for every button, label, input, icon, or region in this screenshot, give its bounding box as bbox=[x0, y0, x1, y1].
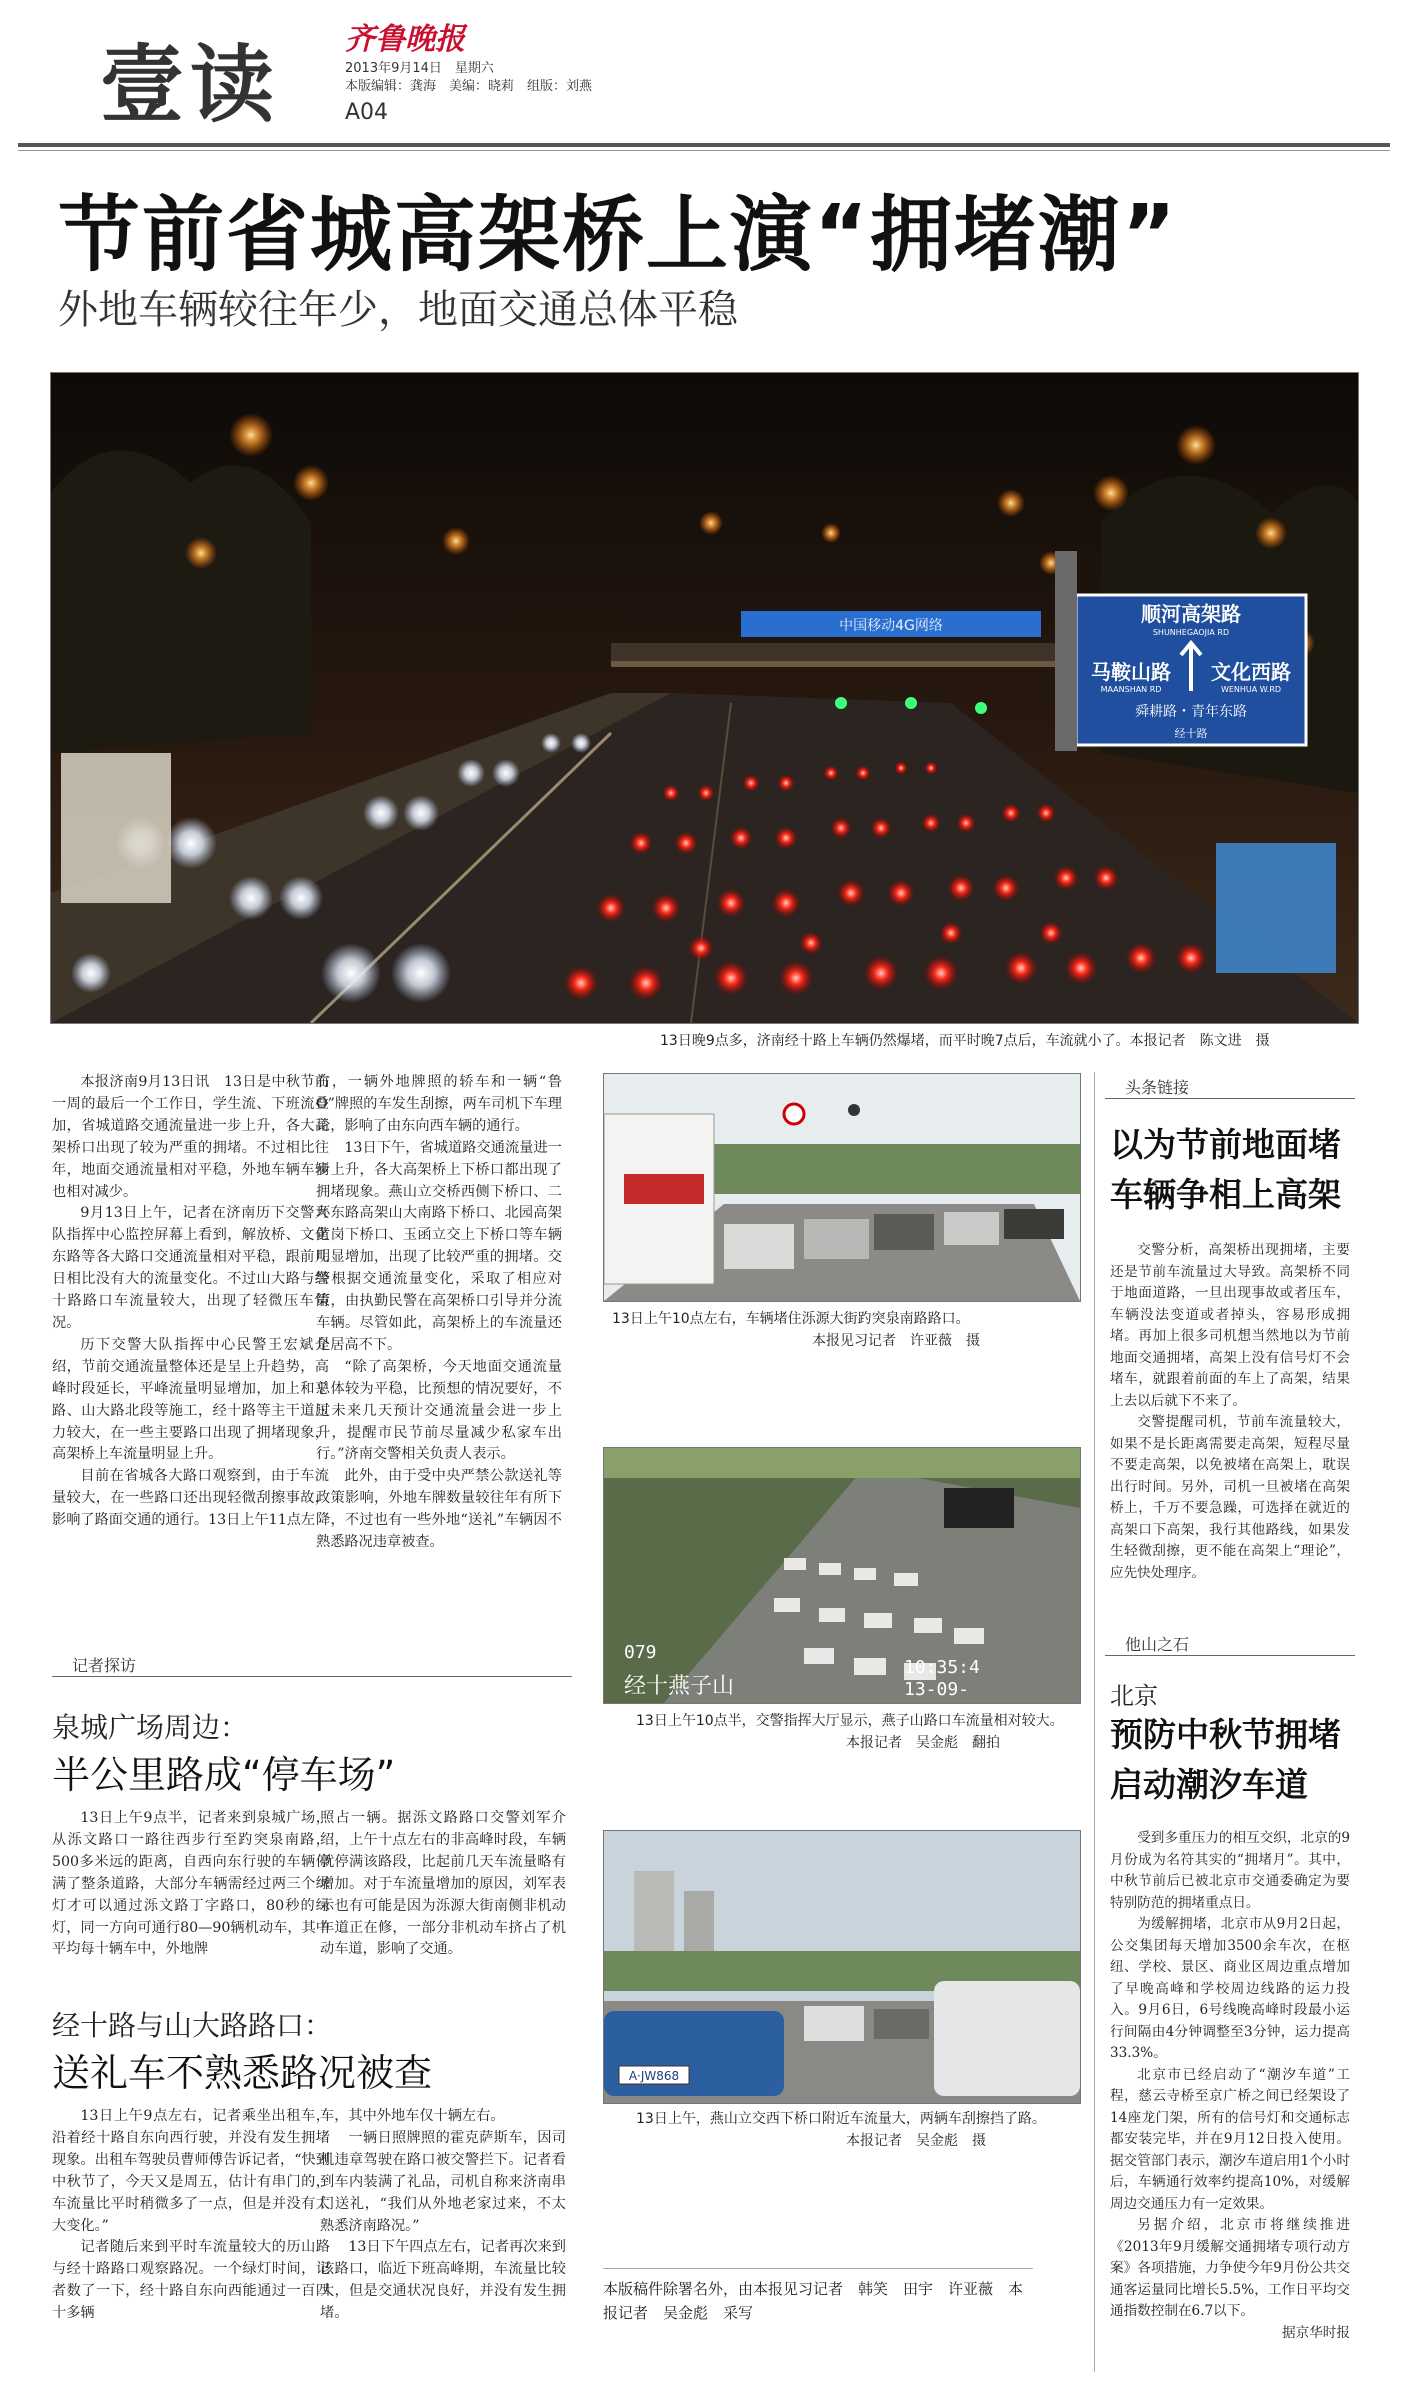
main-photo bbox=[50, 372, 1359, 1024]
sign-top-en: SHUNHEGAOJIA RD bbox=[1152, 628, 1230, 637]
article-column-1 bbox=[52, 1072, 329, 1532]
surveillance-overlay-location: 经十燕子山 bbox=[624, 1674, 735, 1699]
sidebar-body-2 bbox=[1110, 1828, 1350, 2344]
photo2-caption bbox=[612, 1308, 1082, 1352]
article-paragraph: 此外，由于受中央严禁公款送礼等政策影响，外地车牌数量较往年有所下降，不过也有一些外地“送礼”车辆因不熟悉路况违章被查。 bbox=[316, 1468, 562, 1551]
newspaper-brand-logo: 齐鲁晚报 bbox=[345, 22, 465, 57]
sub2-column-1 bbox=[52, 2106, 330, 2325]
article-column-2 bbox=[316, 1072, 562, 1554]
masthead-meta bbox=[345, 60, 592, 96]
article-paragraph: 右，一辆外地牌照的轿车和一辆“鲁O”牌照的车发生刮擦，两车司机下车理论，影响了由东向西车辆的通行。 bbox=[316, 1074, 562, 1134]
section-title: 壹读 bbox=[100, 36, 281, 134]
sidebar-paragraph: 另据介绍，北京市将继续推进《2013年9月缓解交通拥堵专项行动方案》各项措施，力争使今年9月份公共交通客运量同比增长5.5%，工作日平均交通指数控制在6.7以下。 bbox=[1110, 2217, 1350, 2319]
main-photo-caption: 13日晚9点多，济南经十路上车辆仍然爆堵，而平时晚7点后，车流就小了。本报记者 陈文进 摄 bbox=[660, 1033, 1270, 1049]
sub2-paragraph: 车，其中外地车仅十辆左右。 bbox=[320, 2108, 505, 2124]
surveillance-overlay-date: 13-09- bbox=[904, 1679, 970, 1700]
sidebar-paragraph: 为缓解拥堵，北京市从9月2日起，公交集团每天增加3500余车次，在枢纽、学校、景区、商业区周边重点增加了早晚高峰和学校周边线路的运力投入。9月6日，6号线晚高峰时段最小运行间隔由4分钟调整至3分钟，运力提高33.3%。 bbox=[1110, 1916, 1350, 2061]
sidebar-city: 北京 bbox=[1110, 1682, 1158, 1710]
sign-right-en: WENHUA W.RD bbox=[1220, 685, 1282, 694]
photo4-caption-text: 13日上午，燕山立交西下桥口附近车流量大，两辆车刮擦挡了路。 bbox=[636, 2111, 1046, 2127]
date-line: 2013年9月14日 星期六 bbox=[345, 61, 494, 76]
article-paragraph: 本报济南9月13日讯 13日是中秋节前一周的最后一个工作日，学生流、下班流叠加，省城道路交通流量进一步上升，各大高架桥口出现了较为严重的拥堵。不过相比往年，地面交通流量相对平稳，外地车辆车辆也相对减少。 bbox=[52, 1074, 329, 1200]
sign-top-cn: 顺河高架路 bbox=[1141, 602, 1241, 626]
sidebar-title-1 bbox=[1110, 1120, 1360, 1220]
sub2-column-2 bbox=[320, 2106, 566, 2325]
sidebar-tag-1-rule bbox=[1105, 1098, 1355, 1099]
sign-road-cn: 经十路 bbox=[1174, 727, 1208, 740]
photo4-caption bbox=[636, 2108, 1076, 2152]
sub1-paragraph: 照占一辆。据泺文路路口交警刘军介绍，上午十点左右的非高峰时段，车辆就停满该路段，比起前几天车流量略有增加。对于车流量增加的原因，刘军表示也有可能是因为泺源大街南侧非机动车道正在修，一部分非机动车挤占了机动车道，影响了交通。 bbox=[320, 1810, 566, 1958]
article-paragraph: “除了高架桥，今天地面交通流量总体较为平稳，比预想的情况要好，不过未来几天预计交通流量会进一步上升，提醒市民节前尽量减少私家车出行。”济南交警相关负责人表示。 bbox=[316, 1358, 562, 1463]
bus-right bbox=[1216, 843, 1336, 973]
sidebar-title-1-line: 车辆争相上高架 bbox=[1110, 1175, 1341, 1214]
sign-right-cn: 文化西路 bbox=[1211, 660, 1291, 684]
sidebar-tag-1: 头条链接 bbox=[1125, 1078, 1190, 1097]
photo3-caption-text: 13日上午10点半，交警指挥大厅显示，燕子山路口车流量相对较大。 bbox=[636, 1713, 1064, 1729]
sign-bottom-cn: 舜耕路・青年东路 bbox=[1135, 704, 1247, 720]
night-traffic-illustration bbox=[51, 373, 1358, 1023]
sidebar-title-2 bbox=[1110, 1710, 1360, 1810]
credits-box: 本版稿件除署名外，由本报见习记者 韩笑 田宇 许亚薇 本报记者 吴金彪 采写 bbox=[603, 2268, 1033, 2325]
banner-text: 中国移动4G网络 bbox=[839, 618, 943, 634]
sub1-column-2 bbox=[320, 1808, 566, 1961]
article-paragraph: 历下交警大队指挥中心民警王宏斌介绍，节前交通流量整体还是呈上升趋势，高峰时段延长，平峰流量明显增加，加上和平路、山大路北段等施工，经十路等主干道压力较大，在一些主要路口出现了拥堵现象，高架桥上车流量明显上升。 bbox=[52, 1336, 329, 1463]
sub2-paragraph: 13日下午四点左右，记者再次来到该路口，临近下班高峰期，车流量比较大，但是交通状况良好，并没有发生拥堵。 bbox=[320, 2239, 566, 2322]
sub2-title: 送礼车不熟悉路况被查 bbox=[52, 2051, 433, 2095]
photo2-caption-text: 13日上午10点左右，车辆堵住泺源大街趵突泉南路路口。 bbox=[612, 1311, 970, 1327]
article-paragraph: 目前在省城各大路口观察到，由于车流量较大，在一些路口还出现轻微刮擦事故，影响了路面交通的通行。13日上午11点左 bbox=[52, 1468, 329, 1529]
sub1-title: 半公里路成“停车场” bbox=[52, 1753, 396, 1797]
surveillance-overlay-cam: 079 bbox=[624, 1642, 657, 1663]
masthead-rule-thin bbox=[18, 150, 1390, 151]
sub2-head: 经十路与山大路路口： bbox=[52, 2009, 333, 2042]
sub1-column-1 bbox=[52, 1808, 330, 1961]
sign-left-cn: 马鞍山路 bbox=[1091, 660, 1171, 684]
sidebar-paragraph: 受到多重压力的相互交织，北京的9月份成为名符其实的“拥堵月”。其中，中秋节前后已被北京市交通委确定为要特别防范的拥堵重点日。 bbox=[1110, 1830, 1350, 1911]
photo3-caption bbox=[636, 1710, 1076, 1754]
sidebar-tag-2-rule bbox=[1105, 1655, 1355, 1656]
sidebar-title-2-line: 预防中秋节拥堵 bbox=[1110, 1715, 1341, 1754]
sidebar-source: 据京华时报 bbox=[1282, 2324, 1350, 2341]
sidebar-paragraph: 交警提醒司机，节前车流量较大，如果不是长距离需要走高架，短程尽量不要走高架，以免被堵在高架上，耽误出行时间。另外，司机一旦被堵在高架桥上，千万不要急躁，可选择在就近的高架口下高架，我行其他路线，如果发生轻微刮擦，更不能在高架上“理论”，应先快处理序。 bbox=[1110, 1414, 1350, 1581]
sub2-paragraph: 13日上午9点左右，记者乘坐出租车，沿着经十路自东向西行驶，并没有发生拥堵现象。出租车驾驶员曹师傅告诉记者，“快到中秋节了，今天又是周五，估计有串门的，车流量比平时稍微多了一点，但是并没有太大变化。” bbox=[52, 2108, 330, 2234]
page-number: A04 bbox=[345, 100, 389, 125]
visit-tag-rule bbox=[52, 1676, 572, 1677]
sidebar-body-1 bbox=[1110, 1240, 1350, 1584]
sidebar-paragraph: 北京市已经启动了“潮汐车道”工程，慈云寺桥至京广桥之间已经架设了14座龙门架，所有的信号灯和交通标志都安装完毕，并在9月12日投入使用。据交管部门表示，潮汐车道启用1个小时后，车辆通行效率约提高10%，对缓解周边交通压力有一定效果。 bbox=[1110, 2066, 1350, 2212]
editors-line: 本版编辑：龚海 美编：晓莉 组版：刘燕 bbox=[345, 79, 593, 94]
photo-traffic-daytime bbox=[603, 1073, 1081, 1302]
masthead-rule bbox=[18, 143, 1390, 147]
sidebar-divider bbox=[1094, 1072, 1095, 2372]
sidebar-title-2-line: 启动潮汐车道 bbox=[1110, 1765, 1308, 1804]
sub1-head: 泉城广场周边： bbox=[52, 1711, 249, 1744]
photo2-credit: 本报见习记者 许亚薇 摄 bbox=[812, 1333, 980, 1349]
photo3-credit: 本报记者 吴金彪 翻拍 bbox=[846, 1735, 1000, 1751]
visit-tag: 记者探访 bbox=[72, 1656, 137, 1675]
license-plate: A·JW868 bbox=[628, 2069, 680, 2083]
photo-surveillance-screen bbox=[603, 1447, 1081, 1704]
photo-accident-scene bbox=[603, 1830, 1081, 2104]
surveillance-overlay-time: 10:35:4 bbox=[904, 1657, 980, 1678]
sidebar-tag-2: 他山之石 bbox=[1125, 1635, 1190, 1654]
sidebar-title-1-line: 以为节前地面堵 bbox=[1110, 1125, 1341, 1164]
subheadline: 外地车辆较往年少，地面交通总体平稳 bbox=[58, 287, 738, 333]
article-paragraph: 9月13日上午，记者在济南历下交警大队指挥中心监控屏幕上看到，解放桥、文化东路等各大路口交通流量相对平稳，跟前几日相比没有大的流量变化。不过山大路与经十路路口车流量较大，出现了轻微压车情况。 bbox=[52, 1205, 329, 1331]
headline: 节前省城高架桥上演“拥堵潮” bbox=[58, 188, 1178, 283]
sub2-paragraph: 记者随后来到平时车流量较大的历山路与经十路路口观察路况。一个绿灯时间，记者数了一下，经十路自东向西能通过一百四十多辆 bbox=[52, 2239, 330, 2322]
article-paragraph: 13日下午，省城道路交通流量进一步上升，各大高架桥上下桥口都出现了拥堵现象。燕山立交桥西侧下桥口、二环东路高架山大南路下桥口、北园高架黄岗下桥口、玉函立交上下桥口等车辆明显增加，出现了比较严重的拥堵。交警根据交通流量变化，采取了相应对策，由执勤民警在高架桥口引导并分流车辆。尽管如此，高架桥上的车流量还是居高不下。 bbox=[316, 1139, 562, 1353]
sub2-paragraph: 一辆日照牌照的霍克萨斯车，因司机违章驾驶在路口被交警拦下。记者看到车内装满了礼品，司机自称来济南串门送礼，“我们从外地老家过来，不太熟悉济南路况。” bbox=[320, 2129, 566, 2234]
bus-left bbox=[61, 753, 171, 903]
sidebar-paragraph: 交警分析，高架桥出现拥堵，主要还是节前车流量过大导致。高架桥不同于地面道路，一旦出现事故或者压车，车辆没法变道或者掉头，容易形成拥堵。再加上很多司机想当然地以为节前地面交通拥堵，高架上没有信号灯不会堵车，就跟着前面的车上了高架，结果上去以后就下不来了。 bbox=[1110, 1242, 1350, 1409]
photo4-credit: 本报记者 吴金彪 摄 bbox=[846, 2133, 986, 2149]
sign-left-en: MAANSHAN RD bbox=[1100, 685, 1162, 694]
sub1-paragraph: 13日上午9点半，记者来到泉城广场，从泺文路口一路往西步行至趵突泉南路，500多米远的距离，自西向东行驶的车辆停满了整条道路，大部分车辆需经过两三个绿灯才可以通过泺文路丁字路口，80秒的绿灯，同一方向可通行80—90辆机动车，其中平均每十辆车中，外地牌 bbox=[52, 1810, 330, 1958]
